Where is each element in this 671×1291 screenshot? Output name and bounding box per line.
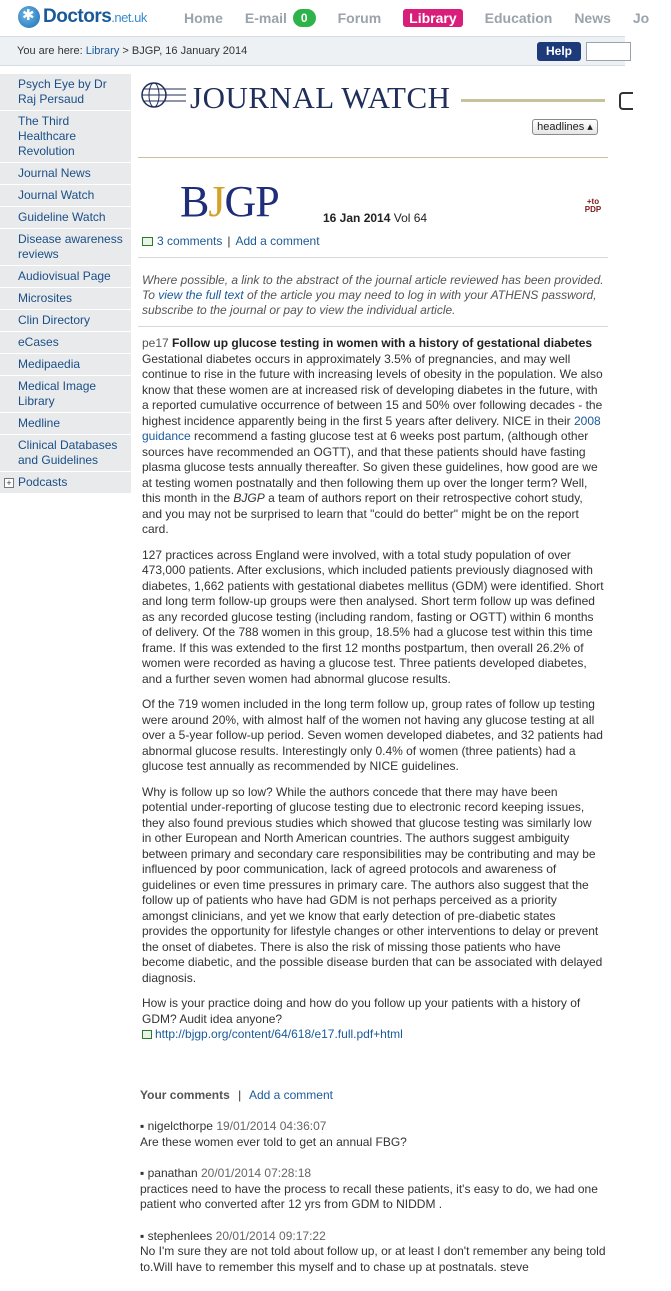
comment-text: practices need to have the process to recall these patients, it's easy to do, we had one patient who converted after 12 yrs from GDM to NIDDM . — [140, 1181, 598, 1211]
comment-user[interactable]: stephenlees — [147, 1228, 213, 1243]
library-sidebar — [0, 74, 131, 494]
article-paragraph: Of the 719 women included in the long term follow up, group rates of follow up testing were around 20%, with almost half of the women not having any glucose testing at all over a 5-year follow-up period. Seven women developed diabetes, and 32 patients had abnormal glucose results. Interestingly only 0.4% of women (three patients) had a glucose test annually as recommended by NICE guidelines. — [142, 697, 603, 773]
sidebar-item-journal-watch[interactable]: Journal Watch — [0, 185, 131, 207]
sidebar-item-audiovisual[interactable]: Audiovisual Page — [0, 266, 131, 288]
header-rule — [461, 99, 605, 102]
divider — [138, 257, 608, 258]
comment-icon — [142, 237, 153, 246]
sidebar-item-microsites[interactable]: Microsites — [0, 288, 131, 310]
comment-item: ▪ nigelcthorpe 19/01/2014 04:36:07 Are these women ever told to get an annual FBG? — [140, 1119, 606, 1150]
article-paragraph: Why is follow up so low? While the authors concede that there may have been potential under-reporting of glucose testing due to electronic record keeping issues, they also found previous studies which showed that glucose testing was similarly low in other European and North American countries. The authors suggest ambiguity between primary and secondary care responsibilities may be contributing and may be influenced by poor communication, lack of agreed protocols and awareness of guidelines or even time pressures in primary care. The authors also suggest that the follow up of patients who have had GDM is not perhaps perceived as a priority amongst clinicians, and yet we know that early detection of pre-diabetic states provides the opportunity for lifestyle changes or other interventions to delay or prevent the onset of diabetes. There is also the risk of missing those patients who have become diabetic, and the possible disease burden that can be associated with delayed diagnosis. — [142, 784, 603, 985]
breadcrumb-library-link[interactable]: Library — [85, 45, 120, 57]
breadcrumb — [17, 45, 247, 57]
nav-email[interactable]: E-mail 0 — [245, 9, 316, 27]
article-paragraph: 127 practices across England were involved, with a total study population of over 473,000 patients. After exclusions, which included patients previously diagnosed with diabetes, 1,662 patients with gestational diabetes mellitus (GDM) were identified. Short and long term follow-up groups were then analysed. Short term follow up was defined as any recorded glucose testing (including random, fasting or OGTT) within 6 months of delivery. Of the 788 women in this group, 18.5% had a glucose test within this time frame. If this was extended to the first 12 months postpartum, then overall 26.2% of women were recorded as having a glucose test. Three patients developed diabetes, and a further seven women had abnormal glucose results. — [142, 547, 604, 686]
doctors-logo-icon — [18, 6, 40, 28]
article-body — [142, 336, 604, 1043]
sidebar-item-guideline-watch[interactable]: Guideline Watch — [0, 207, 131, 229]
view-full-text-link[interactable]: view the full text — [158, 288, 244, 302]
help-button[interactable]: Help — [537, 42, 581, 61]
globe-icon — [140, 80, 186, 110]
brand-suffix: .net.uk — [111, 10, 147, 25]
issue-date: 16 Jan 2014 — [323, 211, 391, 225]
sidebar-item-medline[interactable]: Medline — [0, 413, 131, 435]
comment-time: 19/01/2014 04:36:07 — [216, 1119, 327, 1133]
sidebar-item-podcasts[interactable]: + Podcasts — [0, 472, 131, 494]
sidebar-item-medipaedia[interactable]: Medipaedia — [0, 354, 131, 376]
your-comments-label: Your comments — [140, 1088, 230, 1102]
sidebar-item-medical-image-library[interactable]: Medical Image Library — [0, 376, 131, 413]
comment-time: 20/01/2014 07:28:18 — [201, 1166, 312, 1180]
comment-list — [140, 1119, 606, 1291]
main-content — [138, 74, 608, 1274]
comments-bar: 3 comments | Add a comment — [142, 234, 320, 248]
sidebar-item-journal-news[interactable]: Journal News — [0, 163, 131, 185]
comment-text: No I'm sure they are not told about follow up, or at least I don't remember any being told to.Will have to remember this myself and to chase up at postnatals. steve — [140, 1244, 606, 1274]
source-link[interactable]: http://bjgp.org/content/64/618/e17.full.pdf+html — [142, 1027, 604, 1043]
sidebar-item-disease-awareness[interactable]: Disease awareness reviews — [0, 229, 131, 266]
bjgp-logo: BJGP — [180, 177, 279, 226]
add-comment-link-bottom[interactable]: Add a comment — [248, 1088, 333, 1102]
issue-info — [323, 211, 427, 225]
divider — [138, 326, 608, 327]
nav-library[interactable]: Library — [403, 9, 462, 27]
nice-guidance-link[interactable]: 2008 guidance — [142, 413, 601, 443]
article-headline: Follow up glucose testing in women with a history of gestational diabetes — [172, 336, 593, 350]
nav-forum[interactable]: Forum — [337, 10, 382, 26]
nav-jobs[interactable]: Jo — [632, 10, 650, 26]
article-paragraph: How is your practice doing and how do you follow up your patients with a history of GDM? Audit idea anyone? — [142, 996, 581, 1026]
search-input[interactable] — [586, 42, 631, 61]
sidebar-item-ecases[interactable]: eCases — [0, 332, 131, 354]
comment-item: ▪ stephenlees 20/01/2014 09:17:22 No I'm sure they are not told about follow up, or at least I don't remember any being told to.Will have to remember this myself and to chase up at postnatals. steve — [140, 1228, 606, 1274]
site-logo[interactable] — [18, 6, 147, 28]
sidebar-item-third-healthcare-revolution[interactable]: The Third Healthcare Revolution — [0, 111, 131, 163]
journal-info — [138, 158, 608, 228]
nav-education[interactable]: Education — [484, 10, 553, 26]
comment-item: ▪ panathan 20/01/2014 07:28:18 practices need to have the process to recall these patients, it's easy to do, we had one patient who converted after 12 yrs from GDM to NIDDM . — [140, 1166, 606, 1213]
sidebar-item-clin-directory[interactable]: Clin Directory — [0, 310, 131, 332]
comment-user[interactable]: nigelcthorpe — [147, 1119, 213, 1133]
access-note: Where possible, a link to the abstract of the journal article reviewed has been provided. To view the full text of the article you may need to log in with your ATHENS password, subscribe to the journal or pay to view the individual article. — [142, 273, 604, 317]
headlines-button[interactable]: headlines ▴ — [532, 119, 598, 135]
nav-news[interactable]: News — [574, 10, 611, 26]
comment-time: 20/01/2014 09:17:22 — [215, 1228, 326, 1243]
comments-count-link[interactable]: 3 comments — [157, 234, 223, 248]
panel-toggle-icon[interactable] — [619, 92, 633, 110]
brand-name: Doctors — [43, 6, 112, 27]
main-nav — [184, 7, 671, 29]
top-navigation — [0, 0, 650, 36]
sidebar-item-psych-eye[interactable]: Psych Eye by Dr Raj Persaud — [0, 74, 131, 111]
issue-volume: Vol 64 — [393, 211, 428, 225]
expand-plus-icon[interactable]: + — [4, 478, 14, 488]
add-to-pdp-icon[interactable]: +to PDP — [584, 197, 602, 214]
journal-watch-header — [138, 74, 608, 158]
article-paragraph: pe17 Follow up glucose testing in women with a history of gestational diabetes Gestational diabetes occurs in approximately 3.5% of pregnancies, and may well continue to rise in the future with increasing levels of obesity in the population. We also know that these women are at increased risk of developing diabetes in the future, with a reported cumulative occurrence of between 15 and 50% over following decades - the highest incidence apparently being in the first 5 years after delivery. NICE in their 2008 guidance recommend a fasting glucose test at 6 weeks post partum, (although other sources have recommended an OGTT), and that these patients should have fasting plasma glucose tests annually thereafter. So given these guidelines, how good are we at testing women postnatally and then following them up over the longer term? Well, this month in the BJGP a team of authors report on their retrospective cohort study, and you may not be surprised to learn that "could do better" might be on the report card. — [142, 336, 603, 536]
article-code: pe17 — [142, 336, 169, 350]
sidebar-item-clinical-databases[interactable]: Clinical Databases and Guidelines — [0, 435, 131, 472]
breadcrumb-bar — [0, 36, 625, 66]
journal-watch-title: JOURNAL WATCH — [190, 80, 451, 115]
comment-text: Are these women ever told to get an annual FBG? — [140, 1134, 407, 1149]
nav-home[interactable]: Home — [184, 10, 223, 26]
email-count-badge: 0 — [293, 9, 316, 27]
comment-user[interactable]: panathan — [147, 1166, 198, 1180]
external-link-icon — [142, 1030, 152, 1039]
your-comments-header: Your comments | Add a comment — [140, 1088, 333, 1102]
add-comment-link[interactable]: Add a comment — [235, 234, 320, 248]
breadcrumb-prefix: You are here: — [17, 45, 83, 57]
breadcrumb-current: > BJGP, 16 January 2014 — [122, 45, 248, 57]
